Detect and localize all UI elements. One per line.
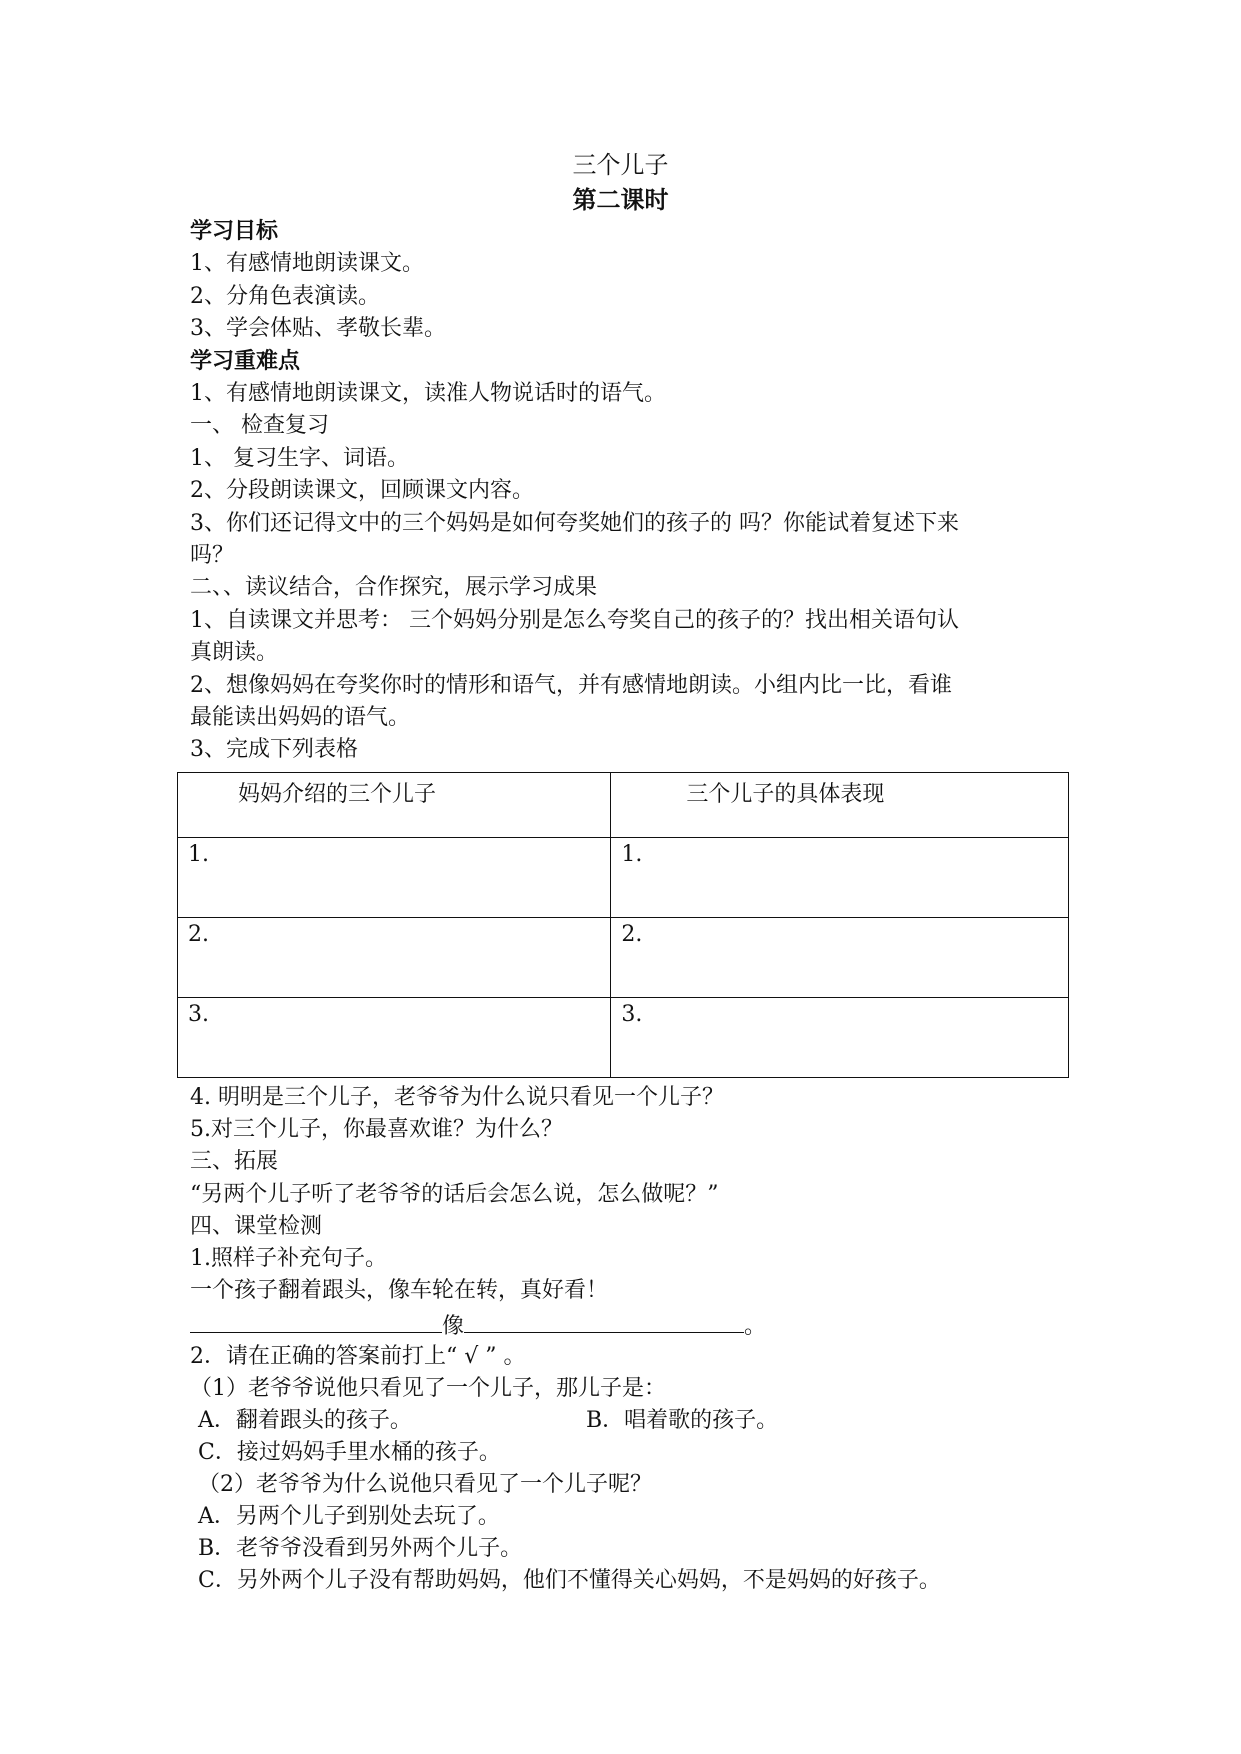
text-line: 一、 检查复习 — [190, 413, 329, 439]
text-line: 4. 明明是三个儿子，老爷爷为什么说只看见一个儿子？ — [190, 1085, 724, 1110]
table-cell: 2. — [611, 918, 1069, 998]
option-a[interactable]: A．翻着跟头的孩子。 — [198, 1408, 412, 1433]
text-line: （2）老爷爷为什么说他只看见了一个儿子呢？ — [198, 1472, 652, 1497]
text-line: 1、 复习生字、词语。 — [190, 445, 409, 471]
page-subtitle: 第二课时 — [572, 186, 669, 214]
option-b[interactable]: B．唱着歌的孩子。 — [586, 1408, 779, 1433]
text-line: 2．请在正确的答案前打上“ √ ” 。 — [190, 1344, 526, 1369]
text-line: 2、分段朗读课文，回顾课文内容。 — [190, 478, 534, 504]
text-line: 三、拓展 — [190, 1149, 279, 1175]
text-line: 1、自读课文并思考： 三个妈妈分别是怎么夸奖自己的孩子的？找出相关语句认 — [190, 607, 959, 633]
fill-in-line — [190, 1310, 766, 1342]
table-cell: 3. — [178, 998, 611, 1078]
text-line: B．老爷爷没看到另外两个儿子。 — [198, 1536, 523, 1561]
text-line: A．另两个儿子到别处去玩了。 — [198, 1504, 500, 1529]
text-line: 3、你们还记得文中的三个妈妈是如何夸奖她们的孩子的 吗？你能试着复述下来 — [190, 510, 959, 536]
text-line: C．接过妈妈手里水桶的孩子。 — [198, 1440, 501, 1465]
fill-in-end: 。 — [744, 1314, 767, 1339]
table-cell: 1. — [611, 838, 1069, 918]
text-line: 四、课堂检测 — [190, 1213, 323, 1239]
text-line: 二、、读议结合，合作探究，展示学习成果 — [190, 575, 598, 601]
fill-in-word: 像 — [442, 1314, 465, 1339]
table-cell: 3. — [611, 998, 1069, 1078]
table-header-row — [178, 773, 1069, 838]
answer-blank[interactable] — [464, 1310, 744, 1333]
text-line: C．另外两个儿子没有帮助妈妈，他们不懂得关心妈妈，不是妈妈的好孩子。 — [198, 1568, 941, 1593]
text-line: 一个孩子翻着跟头，像车轮在转，真好看！ — [190, 1278, 609, 1304]
text-line: “另两个儿子听了老爷爷的话后会怎么说，怎么做呢？” — [190, 1181, 719, 1207]
text-line: 1.照样子补充句子。 — [190, 1246, 387, 1271]
text-line: 1、有感情地朗读课文。 — [190, 251, 424, 277]
summary-table — [177, 772, 1069, 1078]
table-row — [178, 998, 1069, 1078]
table-header-cell: 三个儿子的具体表现 — [611, 773, 1069, 838]
text-line: 3、完成下列表格 — [190, 737, 358, 763]
section-heading: 学习目标 — [190, 219, 279, 244]
table-header-cell: 妈妈介绍的三个儿子 — [178, 773, 611, 838]
text-line: 真朗读。 — [190, 640, 279, 666]
text-line: 3、学会体贴、孝敬长辈。 — [190, 316, 446, 342]
answer-blank[interactable] — [190, 1310, 442, 1333]
table-cell: 1. — [178, 838, 611, 918]
text-line: 1、有感情地朗读课文，读准人物说话时的语气。 — [190, 381, 666, 406]
section-heading: 学习重难点 — [190, 348, 301, 374]
text-line: 吗？ — [190, 543, 235, 568]
table-row — [178, 838, 1069, 918]
text-line: （1）老爷爷说他只看见了一个儿子，那儿子是： — [190, 1376, 666, 1401]
table-cell: 2. — [178, 918, 611, 998]
page-title: 三个儿子 — [572, 151, 669, 179]
text-line: 2、想像妈妈在夸奖你时的情形和语气，并有感情地朗读。小组内比一比，看谁 — [190, 672, 952, 698]
text-line: 2、分角色表演读。 — [190, 283, 380, 309]
text-line: 5.对三个儿子，你最喜欢谁？为什么？ — [190, 1117, 563, 1143]
text-line: 最能读出妈妈的语气。 — [190, 705, 411, 730]
table-row — [178, 918, 1069, 998]
